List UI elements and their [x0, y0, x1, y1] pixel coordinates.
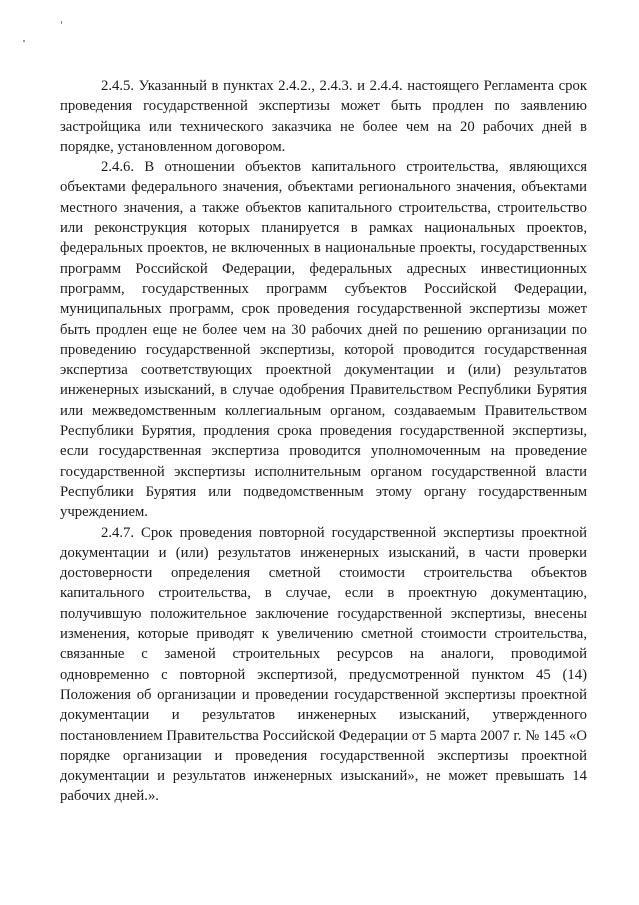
regulation-text [60, 76, 587, 807]
paragraph-2-4-5: 2.4.5. Указанный в пунктах 2.4.2., 2.4.3. и 2.4.4. настоящего Регламента срок проведения государственной экспертизы может быть продлен по заявлению застройщика или технического заказчика не более чем на 20 рабочих дней в порядке, установленном договором. [60, 78, 587, 155]
paragraph-2-4-6: 2.4.6. В отношении объектов капитального строительства, являющихся объектами федерального значения, объектами регионального значения, объектами местного значения, а также объектов капитального строительства, строительство или реконструкция которых планируется в рамках национальных проектов, федеральных проектов, не включенных в национальные проекты, государственных программ Российской Федерации, федеральных адресных инвестиционных программ, государственных программ субъектов Российской Федерации, муниципальных программ, срок проведения государственной экспертизы может быть продлен еще не более чем на 30 рабочих дней по решению организации по проведению государственной экспертизы, которой проводится государственная экспертиза соответствующих проектной документации и (или) результатов инженерных изысканий, в случае одобрения Правительством Республики Бурятия или межведомственным коллегиальным органом, создаваемым Правительством Республики Бурятия, продления срока проведения государственной экспертизы, если государственная экспертиза проводится уполномоченным на проведение государственной экспертизы исполнительным органом государственной власти Республики Бурятия или подведомственным этому органу государственным учреждением. [60, 159, 587, 521]
paragraph-2-4-7: 2.4.7. Срок проведения повторной государственной экспертизы проектной документации и (или) результатов инженерных изысканий, в части проверки достоверности определения сметной стоимости строительства объектов капитального строительства, в случае, если в проектную документацию, получившую положительное заключение государственной экспертизы, внесены изменения, которые приводят к увеличению сметной стоимости строительства, связанные с заменой строительных ресурсов на аналоги, проводимой одновременно с повторной экспертизой, предусмотренной пунктом 45 (14) Положения об организации и проведении государственной экспертизы проектной документации и результатов инженерных изысканий, утвержденного постановлением Правительства Российской Федерации от 5 марта 2007 г. № 145 «О порядке организации и проведения государственной экспертизы проектной документации и результатов инженерных изысканий», не может превышать 14 рабочих дней.». [60, 524, 587, 805]
scan-speck [23, 40, 25, 42]
scan-speck [61, 21, 62, 24]
